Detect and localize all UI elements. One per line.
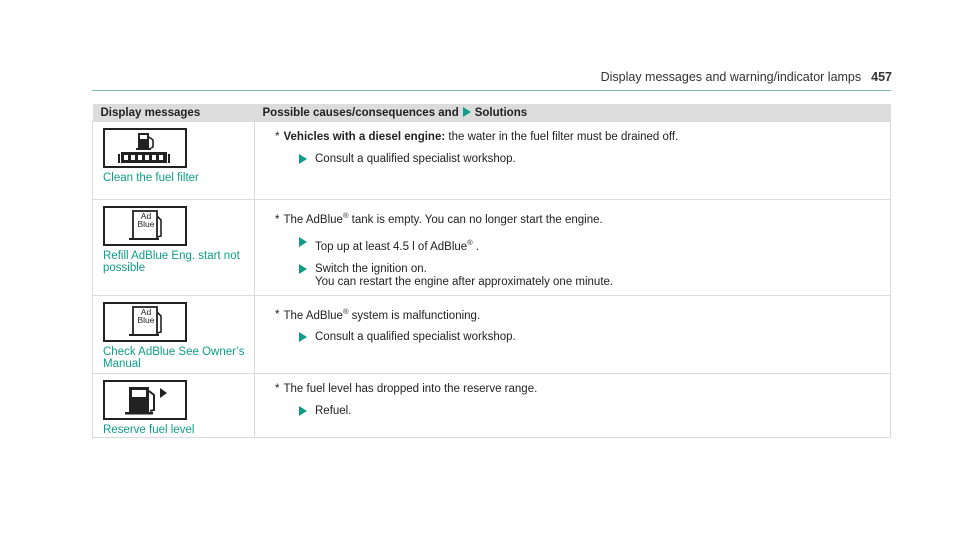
header-title: Display messages and warning/indicator lamps: [600, 70, 862, 84]
cause-text: [275, 383, 882, 396]
cause-condition: Vehicles with a diesel engine:: [283, 131, 446, 143]
solution-cell: [255, 373, 891, 437]
action-text: Top up at least 4.5 l of AdBlue: [315, 240, 468, 253]
message-caption: Refill AdBlue Eng. start not possible: [103, 250, 240, 274]
message-caption: Reserve fuel level: [103, 423, 195, 436]
arrow-icon: [463, 107, 471, 117]
col-header-solutions-text: Solutions: [474, 106, 528, 119]
header-rule: [92, 90, 891, 91]
icon-text-top: Ad: [140, 211, 152, 221]
solution-cell: [255, 122, 891, 200]
action-item: [299, 236, 882, 254]
registered-mark: ®: [342, 211, 349, 220]
action-arrow-icon: [299, 154, 307, 164]
action-text: Consult a qualified specialist workshop.: [315, 153, 516, 165]
adblue-icon-label: [136, 212, 156, 228]
action-text: Refuel.: [315, 404, 352, 417]
cause-text: [275, 305, 882, 323]
registered-mark: ®: [342, 306, 349, 316]
footnote-star: *: [275, 213, 280, 226]
icon-text-bottom: Blue: [137, 219, 155, 229]
action-note: You can restart the engine after approximately one minute.: [315, 275, 614, 288]
page-header: [0, 70, 892, 84]
cause-part-a: The AdBlue: [283, 309, 343, 322]
footnote-star: *: [275, 131, 280, 143]
action-text: Switch the ignition on.: [315, 262, 427, 275]
col-header-display-messages: Display messages: [93, 104, 255, 122]
table-row: [93, 122, 891, 200]
cause-text: [275, 131, 882, 144]
table-row: [93, 295, 891, 373]
icon-text-bottom: Blue: [137, 314, 155, 325]
action-arrow-icon: [299, 332, 307, 342]
action-arrow-icon: [299, 406, 307, 416]
action-text-end: .: [472, 240, 480, 253]
cause-description: the water in the fuel filter must be drained off.: [445, 131, 679, 143]
action-arrow-icon: [299, 237, 307, 247]
action-item: [299, 405, 882, 418]
display-message-cell: [93, 295, 255, 373]
col-header-solutions: [255, 104, 891, 122]
col-header-causes-text: Possible causes/consequences and: [262, 106, 459, 119]
table-row: [93, 200, 891, 296]
page-number: 457: [871, 70, 892, 84]
footnote-star: *: [275, 382, 280, 395]
message-caption: Check AdBlue See Owner’s Manual: [103, 345, 245, 370]
display-message-cell: [93, 200, 255, 296]
fuel-reserve-icon: [103, 380, 187, 420]
action-item: [299, 263, 882, 289]
adblue-icon: [103, 206, 187, 246]
action-item: [299, 331, 882, 344]
display-messages-table: [92, 104, 891, 438]
footnote-star: *: [275, 309, 280, 322]
solution-cell: [255, 200, 891, 296]
message-caption: Clean the fuel filter: [103, 172, 199, 184]
display-message-cell: [93, 122, 255, 200]
adblue-icon: [103, 302, 187, 342]
display-message-cell: [93, 373, 255, 437]
adblue-icon-label: [136, 308, 156, 324]
fuel-filter-icon: [103, 128, 187, 168]
action-text: Consult a qualified specialist workshop.: [315, 331, 516, 344]
cause-description: The fuel level has dropped into the reserve range.: [283, 382, 538, 395]
table-row: [93, 373, 891, 437]
table-header-row: [93, 104, 891, 122]
icon-text-top: Ad: [140, 306, 152, 317]
action-item: [299, 153, 882, 166]
cause-part-a: The AdBlue: [283, 213, 343, 226]
cause-text: [275, 209, 882, 227]
registered-mark: ®: [467, 237, 473, 247]
cause-part-b: system is malfunctioning.: [348, 309, 481, 322]
action-arrow-icon: [299, 264, 307, 274]
solution-cell: [255, 295, 891, 373]
cause-part-b: tank is empty. You can no longer start the engine.: [348, 213, 603, 226]
